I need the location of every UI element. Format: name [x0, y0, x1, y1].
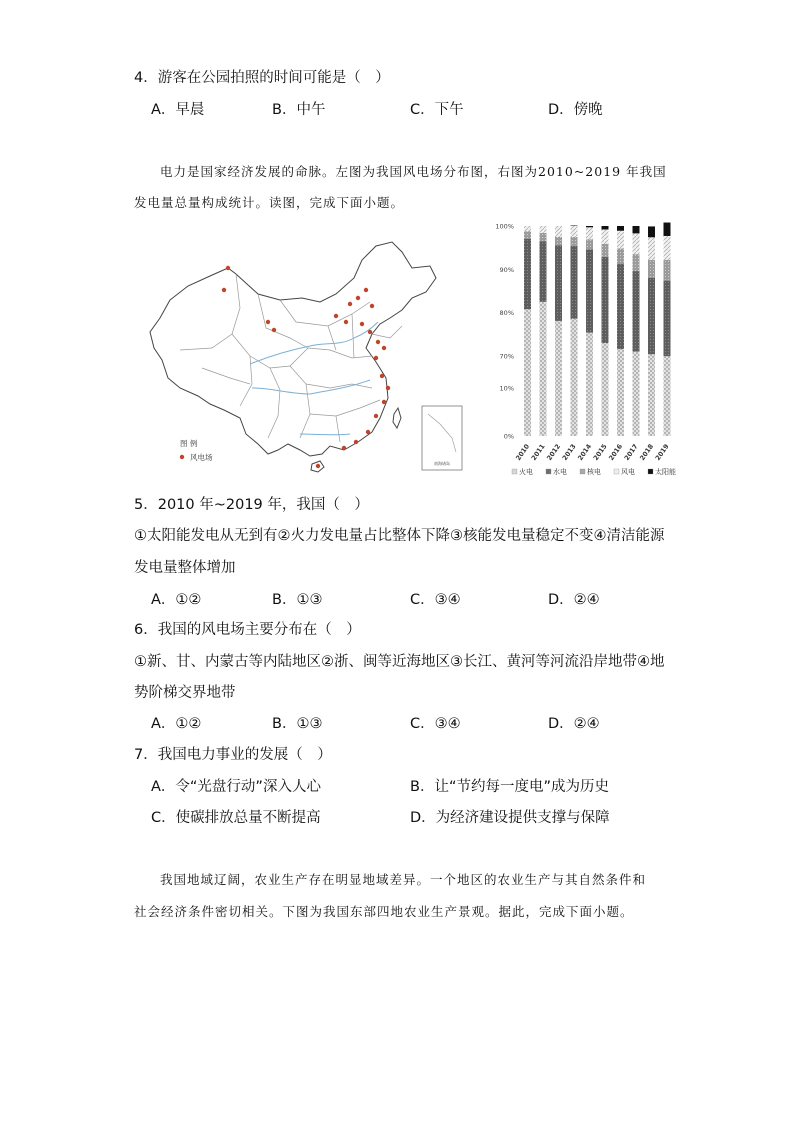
- intro2-line1: 我国地域辽阔，农业生产存在明显地域差异。一个地区的农业生产与其自然条件和: [160, 872, 647, 887]
- wind-farm-point: [374, 414, 378, 418]
- chart-x-ticks: [514, 442, 671, 462]
- wind-farm-point: [316, 464, 320, 468]
- bar-segment-2019-太阳能: [664, 223, 671, 236]
- chart-bars: [524, 223, 671, 436]
- bar-segment-2013-风电: [571, 226, 578, 237]
- bar-segment-2017-火电: [633, 352, 640, 436]
- bar-segment-2015-太阳能: [602, 226, 609, 229]
- wind-farm-point: [376, 340, 380, 344]
- q5-option-d[interactable]: D．②④: [548, 592, 600, 608]
- legend-swatch: [648, 469, 653, 474]
- q6-option-b[interactable]: B．①③: [272, 716, 323, 732]
- bar-segment-2018-火电: [648, 354, 655, 436]
- wind-farm-point: [348, 302, 352, 306]
- bar-segment-2017-风电: [633, 233, 640, 254]
- q6-statements-line1: ①新、甘、内蒙古等内陆地区②浙、闽等近海地区③长江、黄河等河流沿岸地带④地: [134, 654, 665, 670]
- x-tick-label: 2016: [607, 442, 625, 462]
- bar-segment-2013-火电: [571, 319, 578, 436]
- bar-segment-2019-火电: [664, 356, 671, 436]
- bar-segment-2011-火电: [540, 302, 547, 436]
- x-tick-label: 2019: [653, 442, 671, 462]
- wind-farm-point: [382, 400, 386, 404]
- legend-swatch: [512, 469, 517, 474]
- chart-legend: [512, 467, 676, 476]
- x-tick-label: 2012: [545, 442, 563, 462]
- y-tick-label: 10%: [499, 384, 514, 393]
- wind-farm-point: [226, 266, 230, 270]
- bar-segment-2018-水电: [648, 278, 655, 354]
- bar-segment-2018-核电: [648, 260, 655, 278]
- y-tick-label: 80%: [499, 309, 514, 318]
- y-tick-label: 100%: [495, 222, 514, 231]
- wind-farm-point: [386, 386, 390, 390]
- generation-chart: [488, 216, 688, 484]
- bar-segment-2010-火电: [524, 309, 531, 436]
- intro2-line2: 社会经济条件密切相关。下图为我国东部四地农业生产景观。据此，完成下面小题。: [134, 904, 634, 919]
- bar-segment-2019-核电: [664, 260, 671, 281]
- legend-swatch: [580, 469, 585, 474]
- wind-farm-point: [360, 322, 364, 326]
- q6-option-a[interactable]: A．①②: [151, 716, 202, 732]
- wind-farm-point: [344, 320, 348, 324]
- q4-option-a[interactable]: A．早晨: [151, 102, 205, 118]
- q5-option-c[interactable]: C．③④: [410, 592, 461, 608]
- bar-segment-2011-风电: [540, 226, 547, 233]
- bar-segment-2010-核电: [524, 231, 531, 239]
- bar-segment-2016-太阳能: [617, 226, 624, 231]
- bar-segment-2015-核电: [602, 244, 609, 257]
- intro1-line2: 发电量总量构成统计。读图，完成下面小题。: [134, 195, 405, 210]
- x-tick-label: 2011: [529, 442, 547, 462]
- wind-farm-point: [356, 296, 360, 300]
- q5-statements-line2: 发电量整体增加: [134, 560, 236, 576]
- bar-segment-2017-太阳能: [633, 226, 640, 233]
- wind-farm-map: [140, 238, 470, 476]
- q6-stem: 6．我国的风电场主要分布在（ ）: [134, 622, 361, 638]
- x-tick-label: 2013: [560, 442, 578, 462]
- x-tick-label: 2010: [514, 442, 532, 462]
- legend-swatch: [180, 455, 184, 459]
- bar-segment-2012-火电: [555, 321, 562, 436]
- bar-segment-2014-水电: [586, 249, 593, 332]
- wind-farm-point: [222, 288, 226, 292]
- wind-farm-point: [266, 320, 270, 324]
- wind-farm-point: [366, 430, 370, 434]
- q5-statements-line1: ①太阳能发电从无到有②火力发电量占比整体下降③核能发电量稳定不变④清洁能源: [134, 528, 665, 544]
- bar-segment-2019-风电: [664, 236, 671, 260]
- q6-option-c[interactable]: C．③④: [410, 716, 461, 732]
- bar-segment-2014-风电: [586, 227, 593, 239]
- bar-segment-2018-太阳能: [648, 226, 655, 237]
- legend-swatch: [546, 469, 551, 474]
- bar-segment-2013-核电: [571, 237, 578, 246]
- bar-segment-2010-水电: [524, 239, 531, 309]
- q7-option-d[interactable]: D．为经济建设提供支撑与保障: [410, 810, 610, 826]
- bar-segment-2014-太阳能: [586, 226, 593, 227]
- wind-farm-point: [370, 304, 374, 308]
- wind-farm-point: [354, 440, 358, 444]
- wind-farm-point: [368, 330, 372, 334]
- bar-segment-2016-火电: [617, 349, 624, 436]
- legend-label: 火电: [519, 468, 533, 476]
- wind-farm-point: [342, 446, 346, 450]
- bar-segment-2016-水电: [617, 264, 624, 349]
- y-tick-label: 0%: [503, 432, 514, 441]
- bar-segment-2010-风电: [524, 226, 531, 231]
- q6-option-d[interactable]: D．②④: [548, 716, 600, 732]
- q4-option-d[interactable]: D．傍晚: [548, 102, 603, 118]
- q4-option-c[interactable]: C．下午: [410, 102, 464, 118]
- q7-option-b[interactable]: B．让“节约每一度电”成为历史: [410, 779, 609, 795]
- q5-option-a[interactable]: A．①②: [151, 592, 202, 608]
- x-tick-label: 2014: [576, 442, 594, 462]
- bar-segment-2015-火电: [602, 343, 609, 436]
- y-tick-label: 70%: [499, 352, 514, 361]
- chart-y-ticks: [495, 223, 514, 441]
- q6-statements-line2: 势阶梯交界地带: [134, 685, 236, 701]
- wind-farm-point: [364, 288, 368, 292]
- legend-label: 水电: [553, 468, 567, 476]
- bar-segment-2015-水电: [602, 257, 609, 343]
- legend-swatch: [614, 469, 619, 474]
- bar-segment-2016-核电: [617, 249, 624, 264]
- wind-farm-point: [374, 356, 378, 360]
- wind-farm-point: [272, 328, 276, 332]
- wind-farm-point: [334, 314, 338, 318]
- q5-option-b[interactable]: B．①③: [272, 592, 323, 608]
- y-tick-label: 90%: [499, 265, 514, 274]
- x-tick-label: 2015: [591, 442, 609, 462]
- bar-segment-2016-风电: [617, 231, 624, 249]
- intro1-line1: 电力是国家经济发展的命脉。左图为我国风电场分布图，右图为2010~2019 年我国: [160, 164, 667, 179]
- taiwan-island: [393, 408, 401, 428]
- bar-segment-2018-风电: [648, 237, 655, 260]
- bar-segment-2011-水电: [540, 241, 547, 302]
- legend-label: 风电: [621, 468, 635, 476]
- q5-stem: 5．2010 年~2019 年，我国（ ）: [134, 497, 369, 513]
- bar-segment-2019-水电: [664, 281, 671, 357]
- legend-label: 风电场: [190, 453, 213, 462]
- wind-farm-point: [382, 346, 386, 350]
- bar-segment-2011-核电: [540, 233, 547, 241]
- bar-segment-2012-核电: [555, 237, 562, 246]
- bar-segment-2015-风电: [602, 229, 609, 243]
- q4-option-b[interactable]: B．中午: [272, 102, 326, 118]
- bar-segment-2012-风电: [555, 226, 562, 237]
- bar-segment-2017-水电: [633, 271, 640, 352]
- q7-option-a[interactable]: A．令“光盘行动”深入人心: [151, 779, 321, 795]
- legend-label: 核电: [587, 468, 601, 476]
- bar-segment-2017-核电: [633, 254, 640, 271]
- x-tick-label: 2018: [638, 442, 656, 462]
- q4-stem: 4．游客在公园拍照的时间可能是（ ）: [134, 70, 390, 86]
- x-tick-label: 2017: [622, 442, 640, 462]
- legend-label: 太阳能: [655, 468, 676, 476]
- bar-segment-2013-水电: [571, 246, 578, 319]
- bar-segment-2014-火电: [586, 333, 593, 436]
- legend-title: 图 例: [180, 439, 198, 448]
- wind-farm-point: [380, 374, 384, 378]
- q7-stem: 7．我国电力事业的发展（ ）: [134, 747, 332, 763]
- bar-segment-2012-水电: [555, 246, 562, 321]
- q7-option-c[interactable]: C．使碳排放总量不断提高: [151, 810, 321, 826]
- inset-label: 南海诸岛: [434, 461, 450, 466]
- bar-segment-2014-核电: [586, 239, 593, 249]
